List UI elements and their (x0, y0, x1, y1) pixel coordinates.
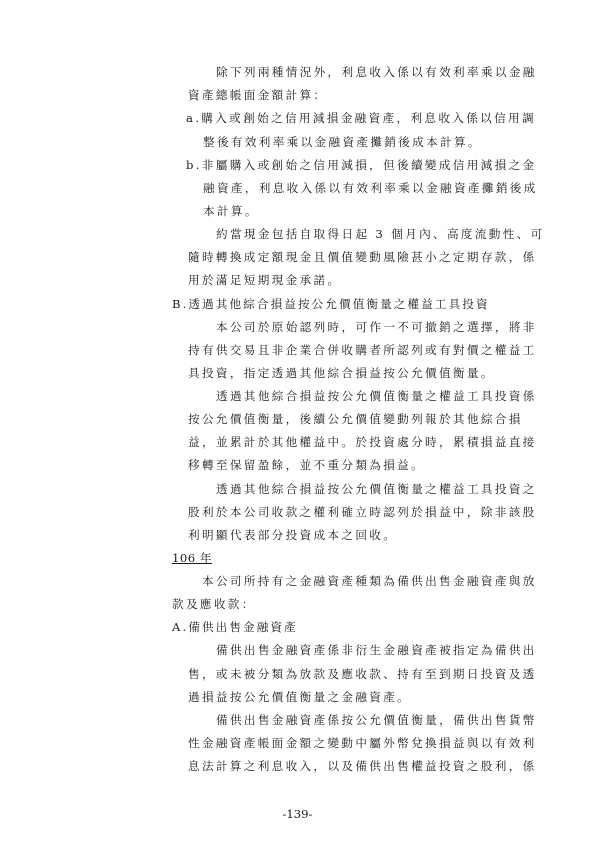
text-line: 透過其他綜合損益按公允價值衡量之權益工具投資係 (216, 389, 537, 403)
page-number: -139- (282, 807, 313, 821)
text-line: 具投資，指定透過其他綜合損益按公允價值衡量。 (188, 366, 495, 380)
text-line: 益，並累計於其他權益中。於投資處分時，累積損益直接 (188, 435, 537, 449)
section-heading-b: B.透過其他綜合損益按公允價值衡量之權益工具投資 (172, 297, 490, 311)
text-line: 移轉至保留盈餘，並不重分類為損益。 (188, 458, 426, 472)
text-line: 用於滿足短期現金承諾。 (188, 273, 342, 287)
text-line: 持有供交易且非企業合併收購者所認列或有對價之權益工 (188, 343, 537, 357)
list-item-a: a.購入或創始之信用減損金融資產，利息收入係以信用調 (186, 111, 536, 125)
text-line: 利明顯代表部分投資成本之回收。 (188, 528, 398, 542)
text-line: 融資產，利息收入係以有效利率乘以金融資產攤銷後成 (203, 181, 538, 195)
text-line: 本公司所持有之金融資產種類為備供出售金融資產與放 (202, 574, 537, 588)
text-line: 整後有效利率乘以金融資產攤銷後成本計算。 (203, 135, 482, 149)
text-line: 按公允價值衡量，後續公允價值變動列報於其他綜合損 (188, 412, 523, 426)
text-line: 款及應收款： (172, 597, 256, 611)
text-line: 約當現金包括自取得日起 3 個月內、高度流動性、可 (216, 227, 545, 241)
text-line: 性金融資產帳面金額之變動中屬外幣兌換損益與以有效利 (188, 736, 537, 750)
text-line: 息法計算之利息收入，以及備供出售權益投資之股利，係 (188, 759, 537, 773)
section-heading-a: A.備供出售金融資產 (172, 620, 298, 634)
list-item-b: b.非屬購入或創始之信用減損，但後續變成信用減損之金 (186, 158, 537, 172)
text-line: 本計算。 (203, 204, 259, 218)
text-line: 售，或未被分類為放款及應收款、持有至到期日投資及透 (188, 667, 537, 681)
text-line: 備供出售金融資產係按公允價值衡量，備供出售貨幣 (216, 713, 537, 727)
text-line: 股利於本公司收款之權利確立時認列於損益中，除非該股 (188, 505, 537, 519)
text-line: 過損益按公允價值衡量之金融資產。 (188, 690, 412, 704)
text-line: 備供出售金融資產係非衍生金融資產被指定為備供出 (216, 643, 537, 657)
text-line: 隨時轉換成定額現金且價值變動風險甚小之定期存款，係 (188, 250, 537, 264)
text-line: 透過其他綜合損益按公允價值衡量之權益工具投資之 (216, 482, 537, 496)
text-line: 資產總帳面金額計算： (188, 88, 328, 102)
text-line: 除下列兩種情況外，利息收入係以有效利率乘以金融 (216, 65, 537, 79)
year-heading: 106 年 (172, 551, 212, 565)
text-line: 本公司於原始認列時，可作一不可撤銷之選擇，將非 (216, 320, 537, 334)
